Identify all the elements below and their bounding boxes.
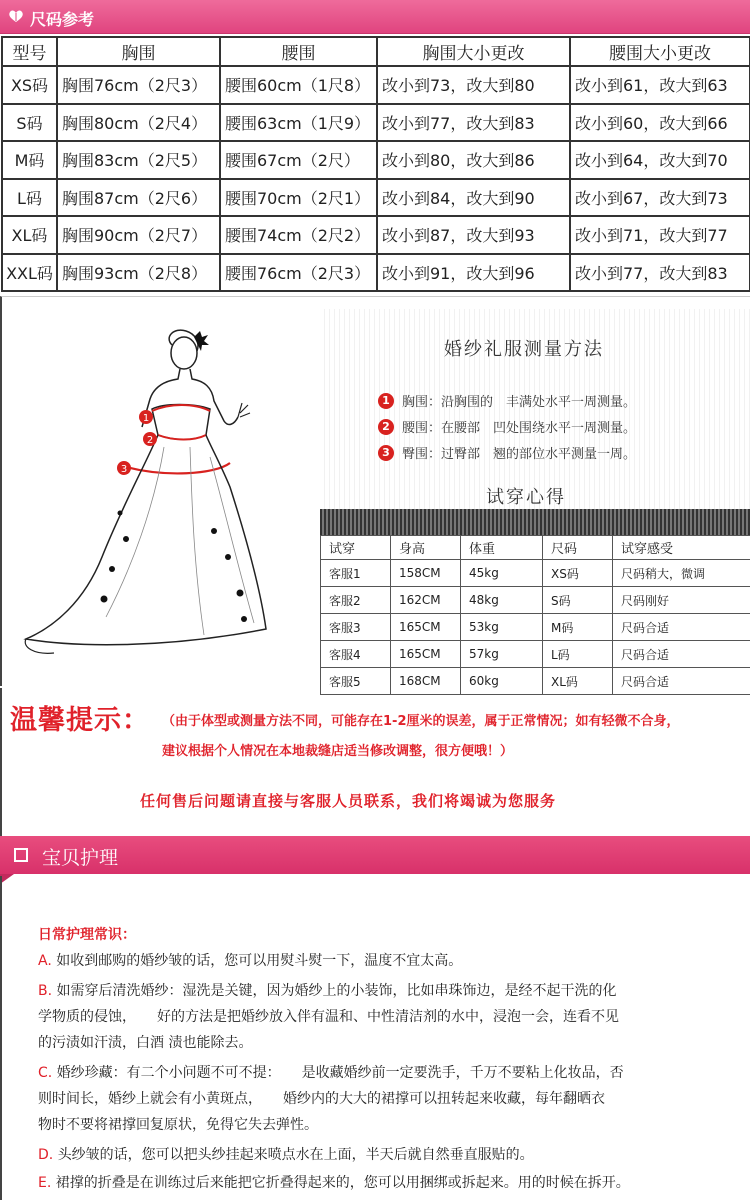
service-notice: 任何售后问题请直接与客服人员联系，我们将竭诚为您服务	[140, 792, 557, 810]
table-cell: 尺码合适	[613, 614, 750, 641]
table-cell: 胸围76cm（2尺3）	[57, 66, 220, 104]
table-cell: M码	[2, 141, 57, 179]
table-row	[2, 141, 750, 179]
table-cell: 腰围67cm（2尺）	[220, 141, 377, 179]
table-row	[2, 216, 750, 254]
table-cell: XL码	[543, 668, 613, 695]
care-line: 物时不要将裙撑回复原状，免得它失去弹性。	[38, 1117, 318, 1133]
table-cell: 改小到64，改大到70	[570, 141, 750, 179]
table-cell: 胸围87cm（2尺6）	[57, 179, 220, 217]
table-cell: S码	[2, 104, 57, 142]
care-banner	[0, 836, 750, 874]
tips-text-line-2: 建议根据个人情况在本地裁缝店适当修改调整，很方便哦！）	[162, 744, 514, 759]
size-table-header	[2, 37, 750, 66]
size-table	[1, 36, 750, 292]
care-section	[0, 876, 750, 1200]
gown-marker-2: 2	[146, 435, 154, 446]
table-cell: 45kg	[461, 560, 543, 587]
item-letter: D.	[38, 1147, 54, 1163]
table-cell: 改小到84，改大到90	[377, 179, 570, 217]
measurement-section	[0, 296, 750, 689]
table-cell: 165CM	[391, 614, 461, 641]
table-cell: XS码	[543, 560, 613, 587]
marker-number: 1	[378, 393, 394, 409]
table-cell: 48kg	[461, 587, 543, 614]
tips-text-line-1: （由于体型或测量方法不同，可能存在1-2厘米的误差，属于正常情况；如有轻微不合身，	[162, 714, 680, 729]
table-cell: 尺码合适	[613, 641, 750, 668]
square-bullet-icon	[14, 848, 28, 862]
table-cell: XXL码	[2, 254, 57, 292]
tips-title: 温馨提示：	[10, 705, 150, 736]
care-item-e	[38, 1172, 728, 1194]
table-cell: 腰围74cm（2尺2）	[220, 216, 377, 254]
table-cell: 腰围60cm（1尺8）	[220, 66, 377, 104]
trial-table	[320, 535, 750, 695]
size-reference-banner	[0, 0, 750, 34]
care-item-c	[38, 1062, 728, 1136]
trial-table-header	[321, 536, 750, 560]
table-cell: 改小到61，改大到63	[570, 66, 750, 104]
table-cell: 改小到87，改大到93	[377, 216, 570, 254]
table-row	[321, 614, 750, 641]
header-cell: 胸围	[57, 37, 220, 66]
table-row	[2, 66, 750, 104]
tips-section	[0, 688, 750, 838]
table-row	[321, 641, 750, 668]
care-title: 宝贝护理	[42, 847, 119, 869]
header-cell: 体重	[461, 536, 543, 560]
marker-number: 2	[378, 419, 394, 435]
measure-text: 臀围：过臀部 翘的部位水平测量一周。	[402, 447, 637, 462]
table-cell: 改小到60，改大到66	[570, 104, 750, 142]
care-line: 头纱皱的话，您可以把头纱挂起来喷点水在上面，半天后就自然垂直服贴的。	[57, 1147, 534, 1163]
measure-point-bust	[378, 391, 748, 411]
table-cell: 胸围93cm（2尺8）	[57, 254, 220, 292]
item-letter: A.	[38, 953, 52, 969]
table-cell: 改小到91，改大到96	[377, 254, 570, 292]
table-cell: 尺码稍大，微调	[613, 560, 750, 587]
table-row	[321, 560, 750, 587]
measure-point-hip	[378, 443, 748, 463]
table-cell: 57kg	[461, 641, 543, 668]
table-cell: 60kg	[461, 668, 543, 695]
header-cell: 试穿感受	[613, 536, 750, 560]
table-cell: 改小到77，改大到83	[570, 254, 750, 292]
table-cell: 改小到80，改大到86	[377, 141, 570, 179]
measure-text: 胸围：沿胸围的 丰满处水平一周测量。	[402, 395, 637, 410]
header-cell: 腰围	[220, 37, 377, 66]
trial-title: 试穿心得	[486, 487, 566, 508]
table-cell: 改小到77，改大到83	[377, 104, 570, 142]
measurement-panel	[320, 309, 750, 687]
table-row	[2, 179, 750, 217]
item-letter: E.	[38, 1175, 52, 1191]
table-cell: 客服1	[321, 560, 391, 587]
table-cell: 胸围90cm（2尺7）	[57, 216, 220, 254]
table-cell: 改小到71，改大到77	[570, 216, 750, 254]
header-cell: 试穿	[321, 536, 391, 560]
care-line: 学物质的侵蚀， 好的方法是把婚纱放入伴有温和、中性清洁剂的水中，浸泡一会，连看不见	[38, 1009, 619, 1025]
header-cell: 腰围大小更改	[570, 37, 750, 66]
table-cell: 165CM	[391, 641, 461, 668]
care-line: 的污渍如汗渍，白酒 渍也能除去。	[38, 1035, 253, 1051]
table-cell: 客服4	[321, 641, 391, 668]
table-cell: S码	[543, 587, 613, 614]
care-item-d	[38, 1144, 728, 1166]
table-cell: 胸围83cm（2尺5）	[57, 141, 220, 179]
table-cell: 客服2	[321, 587, 391, 614]
marker-number: 3	[378, 445, 394, 461]
table-cell: 53kg	[461, 614, 543, 641]
table-cell: 改小到67，改大到73	[570, 179, 750, 217]
care-item-a	[38, 950, 728, 972]
table-cell: 162CM	[391, 587, 461, 614]
table-cell: 改小到73，改大到80	[377, 66, 570, 104]
care-heading: 日常护理常识：	[38, 927, 136, 943]
measure-point-waist	[378, 417, 748, 437]
table-cell: 客服5	[321, 668, 391, 695]
table-cell: 腰围70cm（2尺1）	[220, 179, 377, 217]
measure-title: 婚纱礼服测量方法	[444, 339, 604, 360]
gown-marker-3: 3	[120, 464, 128, 475]
table-cell: 腰围63cm（1尺9）	[220, 104, 377, 142]
care-line: 如需穿后清洗婚纱：湿洗是关键，因为婚纱上的小装饰，比如串珠饰边，是经不起干洗的化	[56, 983, 617, 999]
header-cell: 身高	[391, 536, 461, 560]
table-cell: XS码	[2, 66, 57, 104]
item-letter: C.	[38, 1065, 53, 1081]
care-item-b	[38, 980, 728, 1054]
table-cell: 腰围76cm（2尺3）	[220, 254, 377, 292]
table-row	[321, 587, 750, 614]
wedding-gown-illustration	[14, 317, 284, 677]
table-cell: M码	[543, 614, 613, 641]
banner-title: 尺码参考	[30, 10, 95, 29]
header-cell: 胸围大小更改	[377, 37, 570, 66]
heart-petals-icon	[8, 9, 24, 23]
table-cell: 尺码合适	[613, 668, 750, 695]
header-cell: 尺码	[543, 536, 613, 560]
header-cell: 型号	[2, 37, 57, 66]
table-row	[2, 104, 750, 142]
table-cell: 158CM	[391, 560, 461, 587]
table-cell: 客服3	[321, 614, 391, 641]
table-cell: L码	[2, 179, 57, 217]
table-row	[2, 254, 750, 292]
care-line: 如收到邮购的婚纱皱的话，您可以用熨斗熨一下，温度不宜太高。	[56, 953, 463, 969]
table-cell: 尺码刚好	[613, 587, 750, 614]
table-cell: 168CM	[391, 668, 461, 695]
table-cell: L码	[543, 641, 613, 668]
item-letter: B.	[38, 983, 53, 999]
table-cell: 胸围80cm（2尺4）	[57, 104, 220, 142]
table-cell: XL码	[2, 216, 57, 254]
care-line: 则时间长，婚纱上就会有小黄斑点， 婚纱内的大大的裙撑可以扭转起来收藏，每年翻晒衣	[38, 1091, 605, 1107]
measure-text: 腰围：在腰部 凹处围绕水平一周测量。	[402, 421, 637, 436]
care-line: 裙撑的折叠是在训练过后来能把它折叠得起来的，您可以用捆绑或拆起来。用的时候在拆开。	[55, 1175, 630, 1191]
gown-marker-1: 1	[142, 413, 150, 424]
care-line: 婚纱珍藏：有二个小问题不可不提： 是收藏婚纱前一定要洗手，千万不要粘上化妆品，否	[56, 1065, 624, 1081]
